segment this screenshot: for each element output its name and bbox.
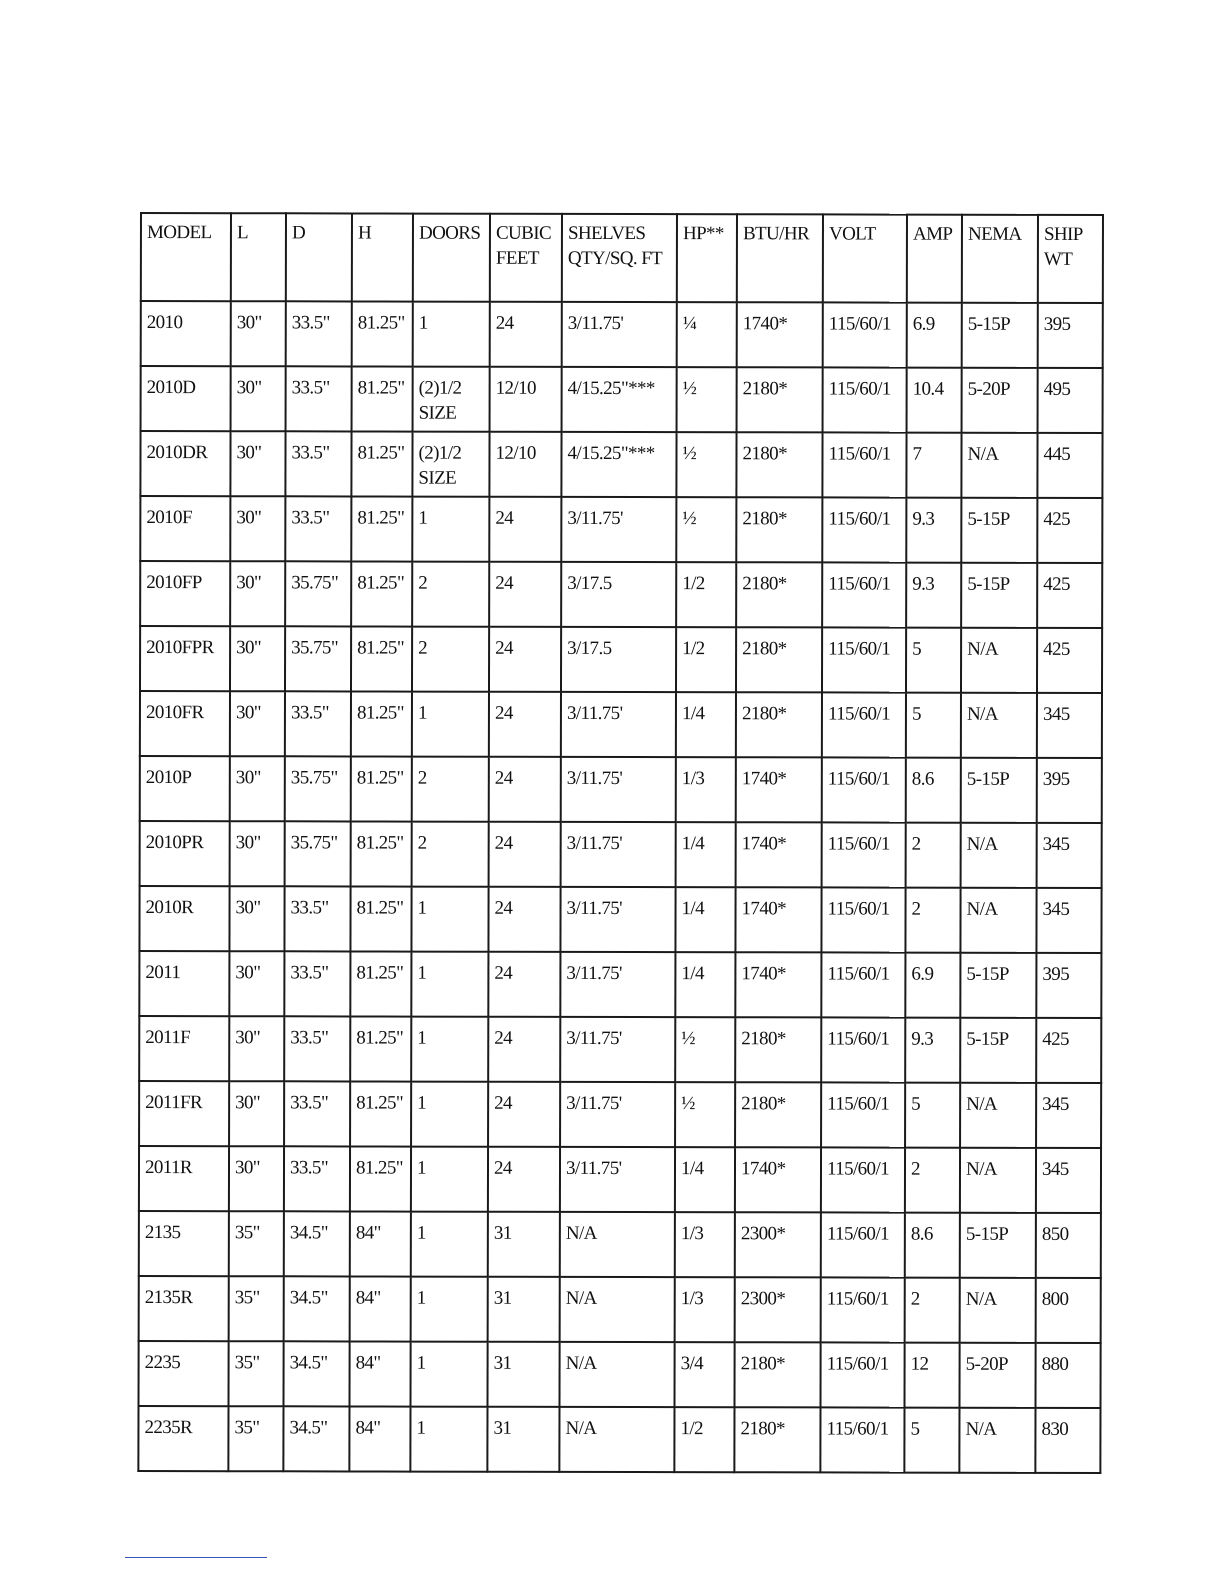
table-cell: 35.75" bbox=[285, 821, 351, 886]
column-header: AMP bbox=[907, 215, 962, 303]
table-cell: 1 bbox=[411, 1082, 488, 1147]
table-cell: 81.25" bbox=[350, 951, 411, 1016]
table-cell: 9.3 bbox=[906, 498, 961, 563]
table-cell: 2180* bbox=[735, 1082, 821, 1147]
table-cell: 2 bbox=[412, 822, 489, 887]
table-cell: N/A bbox=[960, 1148, 1036, 1213]
table-cell: 30" bbox=[230, 756, 285, 821]
table-cell: 2300* bbox=[735, 1277, 821, 1342]
table-cell: 2010 bbox=[141, 301, 231, 366]
table-cell: 34.5" bbox=[284, 1211, 350, 1276]
table-cell: 2180* bbox=[736, 562, 822, 627]
table-cell: 425 bbox=[1036, 1018, 1101, 1083]
table-cell: 445 bbox=[1037, 433, 1102, 498]
table-cell: 81.25" bbox=[350, 886, 411, 951]
table-row bbox=[141, 301, 1103, 368]
table-cell: 30" bbox=[229, 1146, 284, 1211]
table-cell: 2011 bbox=[139, 951, 229, 1016]
table-cell: 24 bbox=[489, 822, 561, 887]
table-cell: 2 bbox=[905, 888, 960, 953]
table-cell: 81.25" bbox=[351, 821, 412, 886]
table-cell: 1740* bbox=[736, 757, 822, 822]
table-cell: 425 bbox=[1037, 628, 1102, 693]
table-cell: 2180* bbox=[736, 497, 822, 562]
table-cell: 2011F bbox=[139, 1016, 229, 1081]
table-cell: 8.6 bbox=[906, 758, 961, 823]
table-cell: 2 bbox=[905, 1148, 960, 1213]
table-cell: 2010PR bbox=[140, 821, 230, 886]
column-header: CUBIC FEET bbox=[490, 214, 562, 302]
table-cell: 345 bbox=[1036, 888, 1101, 953]
table-cell: ½ bbox=[675, 1082, 735, 1147]
table-cell: 6.9 bbox=[907, 303, 962, 368]
table-cell: 31 bbox=[488, 1277, 560, 1342]
table-cell: 115/60/1 bbox=[821, 1017, 905, 1082]
table-cell: 5-15P bbox=[960, 1213, 1036, 1278]
table-cell: 30" bbox=[230, 626, 285, 691]
table-cell: 5-15P bbox=[961, 758, 1037, 823]
table-cell: 2180* bbox=[737, 367, 823, 432]
table-cell: 2180* bbox=[734, 1407, 820, 1472]
table-cell: 9.3 bbox=[905, 1018, 960, 1083]
table-cell: 1/4 bbox=[675, 952, 735, 1017]
table-row bbox=[140, 626, 1102, 693]
table-cell: 4/15.25"*** bbox=[561, 432, 676, 497]
table-cell: 5 bbox=[904, 1408, 959, 1473]
table-cell: 1740* bbox=[736, 822, 822, 887]
table-cell: 3/11.75' bbox=[560, 887, 675, 952]
header-row bbox=[141, 213, 1103, 303]
table-cell: 2010DR bbox=[140, 431, 230, 496]
table-cell: 30" bbox=[231, 366, 286, 431]
table-cell: 3/11.75' bbox=[562, 302, 677, 367]
table-cell: 34.5" bbox=[284, 1276, 350, 1341]
table-cell: 115/60/1 bbox=[821, 1212, 905, 1277]
table-cell: 24 bbox=[489, 497, 561, 562]
column-header: BTU/HR bbox=[737, 214, 823, 302]
table-cell: 30" bbox=[230, 691, 285, 756]
table-cell: 33.5" bbox=[284, 951, 350, 1016]
table-cell: N/A bbox=[961, 628, 1037, 693]
table-row bbox=[141, 366, 1103, 433]
table-cell: 2011FR bbox=[139, 1081, 229, 1146]
table-cell: 115/60/1 bbox=[820, 1407, 904, 1472]
column-header: VOLT bbox=[823, 214, 907, 302]
table-cell: 33.5" bbox=[285, 431, 351, 496]
table-cell: 115/60/1 bbox=[823, 302, 907, 367]
table-cell: 1/3 bbox=[675, 1212, 735, 1277]
table-cell: 395 bbox=[1038, 303, 1103, 368]
table-cell: 33.5" bbox=[285, 691, 351, 756]
column-header: DOORS bbox=[413, 214, 490, 302]
table-cell: 115/60/1 bbox=[821, 1147, 905, 1212]
table-cell: 3/11.75' bbox=[560, 1017, 675, 1082]
table-cell: 3/11.75' bbox=[560, 1147, 675, 1212]
table-cell: N/A bbox=[961, 693, 1037, 758]
table-cell: 81.25" bbox=[352, 366, 413, 431]
table-cell: 495 bbox=[1038, 368, 1103, 433]
column-header: H bbox=[352, 213, 413, 301]
table-row bbox=[140, 691, 1102, 758]
table-cell: 24 bbox=[489, 627, 561, 692]
column-header: SHELVES QTY/SQ. FT bbox=[562, 214, 677, 302]
table-cell: 5-15P bbox=[961, 498, 1037, 563]
table-cell: 35" bbox=[229, 1276, 284, 1341]
table-cell: 115/60/1 bbox=[822, 692, 906, 757]
table-row bbox=[140, 821, 1102, 888]
table-cell: N/A bbox=[560, 1277, 675, 1342]
table-cell: N/A bbox=[960, 888, 1036, 953]
table-cell: 115/60/1 bbox=[821, 1277, 905, 1342]
column-header: NEMA bbox=[962, 215, 1038, 303]
table-cell: 425 bbox=[1037, 498, 1102, 563]
table-cell: 31 bbox=[487, 1342, 559, 1407]
table-cell: 2010D bbox=[141, 366, 231, 431]
table-row bbox=[140, 431, 1102, 498]
table-cell: 3/17.5 bbox=[561, 562, 676, 627]
table-cell: N/A bbox=[959, 1408, 1035, 1473]
table-cell: 2 bbox=[412, 757, 489, 822]
table-cell: 115/60/1 bbox=[822, 627, 906, 692]
table-cell: ½ bbox=[676, 497, 736, 562]
table-cell: 81.25" bbox=[350, 1016, 411, 1081]
table-cell: 81.25" bbox=[351, 496, 412, 561]
table-cell: 30" bbox=[229, 886, 284, 951]
table-cell: 2180* bbox=[736, 692, 822, 757]
table-cell: 1/4 bbox=[676, 692, 736, 757]
table-cell: N/A bbox=[960, 1278, 1036, 1343]
table-cell: 115/60/1 bbox=[821, 1082, 905, 1147]
table-cell: 84" bbox=[349, 1341, 410, 1406]
table-cell: 850 bbox=[1036, 1213, 1101, 1278]
table-cell: 3/11.75' bbox=[560, 1082, 675, 1147]
table-cell: 1 bbox=[411, 1212, 488, 1277]
table-cell: 115/60/1 bbox=[822, 432, 906, 497]
table-cell: N/A bbox=[559, 1342, 674, 1407]
spec-table bbox=[137, 212, 1104, 1474]
table-cell: 1/3 bbox=[676, 757, 736, 822]
table-cell: 1 bbox=[411, 1017, 488, 1082]
table-cell: 7 bbox=[906, 433, 961, 498]
table-cell: 1 bbox=[411, 952, 488, 1017]
table-cell: ½ bbox=[675, 1017, 735, 1082]
table-cell: 33.5" bbox=[284, 1146, 350, 1211]
table-cell: 345 bbox=[1036, 1083, 1101, 1148]
table-cell: 34.5" bbox=[283, 1341, 349, 1406]
table-cell: 1 bbox=[410, 1342, 487, 1407]
table-cell: 35.75" bbox=[285, 626, 351, 691]
table-cell: 1740* bbox=[737, 302, 823, 367]
table-cell: 30" bbox=[229, 951, 284, 1016]
table-row bbox=[140, 756, 1102, 823]
table-cell: 880 bbox=[1035, 1343, 1100, 1408]
table-cell: 2 bbox=[412, 627, 489, 692]
table-cell: 81.25" bbox=[351, 626, 412, 691]
table-cell: 3/11.75' bbox=[561, 822, 676, 887]
table-cell: 24 bbox=[489, 692, 561, 757]
table-cell: 1740* bbox=[735, 887, 821, 952]
table-cell: 2300* bbox=[735, 1212, 821, 1277]
table-cell: 2011R bbox=[139, 1146, 229, 1211]
table-row bbox=[139, 1211, 1101, 1278]
table-cell: 10.4 bbox=[907, 368, 962, 433]
table-row bbox=[138, 1406, 1100, 1473]
table-cell: (2)1/2 SIZE bbox=[412, 432, 489, 497]
table-row bbox=[139, 1081, 1101, 1148]
column-header: L bbox=[231, 213, 286, 301]
table-cell: 1 bbox=[412, 692, 489, 757]
table-cell: 81.25" bbox=[350, 1146, 411, 1211]
table-body bbox=[138, 301, 1102, 1473]
table-cell: 5-15P bbox=[962, 303, 1038, 368]
table-cell: 33.5" bbox=[284, 1081, 350, 1146]
table-cell: 30" bbox=[230, 431, 285, 496]
table-cell: 35" bbox=[228, 1406, 283, 1471]
table-cell: 2235 bbox=[138, 1341, 228, 1406]
column-header: HP** bbox=[677, 214, 737, 302]
table-cell: 2135R bbox=[139, 1276, 229, 1341]
table-cell: 3/11.75' bbox=[561, 692, 676, 757]
table-cell: 24 bbox=[488, 887, 560, 952]
table-cell: 8.6 bbox=[905, 1213, 960, 1278]
table-cell: 24 bbox=[488, 1147, 560, 1212]
table-cell: 425 bbox=[1037, 563, 1102, 628]
table-cell: 24 bbox=[488, 952, 560, 1017]
table-cell: 2180* bbox=[735, 1017, 821, 1082]
table-cell: 345 bbox=[1037, 693, 1102, 758]
table-cell: 33.5" bbox=[284, 1016, 350, 1081]
table-cell: N/A bbox=[560, 1212, 675, 1277]
table-cell: 3/11.75' bbox=[561, 497, 676, 562]
table-cell: 2010FR bbox=[140, 691, 230, 756]
table-cell: ¼ bbox=[677, 302, 737, 367]
table-cell: 2010P bbox=[140, 756, 230, 821]
table-cell: 115/60/1 bbox=[822, 497, 906, 562]
table-cell: 5-15P bbox=[960, 1018, 1036, 1083]
table-cell: 81.25" bbox=[351, 691, 412, 756]
table-cell: 5 bbox=[906, 693, 961, 758]
table-cell: 84" bbox=[350, 1211, 411, 1276]
table-cell: 1 bbox=[411, 1147, 488, 1212]
footer-rule bbox=[125, 1557, 267, 1558]
table-cell: 3/11.75' bbox=[561, 757, 676, 822]
table-cell: ½ bbox=[676, 432, 736, 497]
table-cell: 24 bbox=[490, 302, 562, 367]
table-cell: 24 bbox=[488, 1082, 560, 1147]
table-cell: 5-15P bbox=[961, 563, 1037, 628]
table-cell: 1 bbox=[411, 1277, 488, 1342]
table-row bbox=[139, 1276, 1101, 1343]
table-cell: 1/4 bbox=[675, 1147, 735, 1212]
table-cell: 30" bbox=[230, 821, 285, 886]
table-cell: 345 bbox=[1037, 823, 1102, 888]
table-cell: 115/60/1 bbox=[822, 757, 906, 822]
table-cell: 9.3 bbox=[906, 563, 961, 628]
table-cell: 24 bbox=[489, 562, 561, 627]
table-cell: 81.25" bbox=[351, 431, 412, 496]
table-cell: 1 bbox=[412, 497, 489, 562]
table-cell: 12/10 bbox=[489, 432, 561, 497]
table-cell: 2180* bbox=[734, 1342, 820, 1407]
table-cell: 12/10 bbox=[490, 367, 562, 432]
table-cell: 1 bbox=[413, 302, 490, 367]
table-cell: 1/3 bbox=[675, 1277, 735, 1342]
table-cell: 33.5" bbox=[285, 496, 351, 561]
table-cell: 5 bbox=[906, 628, 961, 693]
table-row bbox=[139, 1146, 1101, 1213]
table-cell: 1740* bbox=[735, 1147, 821, 1212]
table-cell: (2)1/2 SIZE bbox=[413, 367, 490, 432]
table-cell: 2235R bbox=[138, 1406, 228, 1471]
table-cell: 1/2 bbox=[676, 627, 736, 692]
table-cell: 1/4 bbox=[676, 822, 736, 887]
table-row bbox=[139, 1016, 1101, 1083]
column-header: SHIP WT bbox=[1038, 215, 1103, 303]
table-cell: 2135 bbox=[139, 1211, 229, 1276]
table-row bbox=[140, 561, 1102, 628]
table-cell: 2 bbox=[905, 1278, 960, 1343]
table-cell: 81.25" bbox=[350, 1081, 411, 1146]
table-cell: 2010R bbox=[139, 886, 229, 951]
table-cell: 2010F bbox=[140, 496, 230, 561]
table-cell: 2010FPR bbox=[140, 626, 230, 691]
table-cell: N/A bbox=[960, 1083, 1036, 1148]
table-cell: 1 bbox=[411, 887, 488, 952]
table-cell: 3/11.75' bbox=[560, 952, 675, 1017]
table-cell: 2180* bbox=[736, 627, 822, 692]
table-cell: 2180* bbox=[736, 432, 822, 497]
table-cell: 30" bbox=[231, 301, 286, 366]
table-cell: 33.5" bbox=[286, 301, 352, 366]
table-cell: 2 bbox=[412, 562, 489, 627]
table-cell: 3/17.5 bbox=[561, 627, 676, 692]
table-cell: 395 bbox=[1037, 758, 1102, 823]
table-cell: 24 bbox=[489, 757, 561, 822]
table-cell: 2010FP bbox=[140, 561, 230, 626]
table-cell: N/A bbox=[961, 433, 1037, 498]
table-cell: 33.5" bbox=[286, 366, 352, 431]
table-cell: 30" bbox=[230, 496, 285, 561]
table-cell: 3/4 bbox=[674, 1342, 734, 1407]
column-header: MODEL bbox=[141, 213, 231, 301]
table-cell: 5 bbox=[905, 1083, 960, 1148]
table-row bbox=[138, 1341, 1100, 1408]
table-cell: 4/15.25"*** bbox=[562, 367, 677, 432]
table-cell: N/A bbox=[961, 823, 1037, 888]
table-cell: 800 bbox=[1036, 1278, 1101, 1343]
table-cell: 1740* bbox=[735, 952, 821, 1017]
table-cell: 5-20P bbox=[959, 1343, 1035, 1408]
table-cell: 345 bbox=[1036, 1148, 1101, 1213]
table-cell: 5-15P bbox=[960, 953, 1036, 1018]
table-cell: 31 bbox=[487, 1407, 559, 1472]
table-cell: ½ bbox=[677, 367, 737, 432]
table-cell: 5-20P bbox=[962, 368, 1038, 433]
table-cell: 24 bbox=[488, 1017, 560, 1082]
table-cell: 1 bbox=[410, 1407, 487, 1472]
table-cell: 81.25" bbox=[351, 561, 412, 626]
column-header: D bbox=[286, 213, 352, 301]
table-cell: N/A bbox=[559, 1407, 674, 1472]
table-cell: 1/2 bbox=[676, 562, 736, 627]
table-cell: 35.75" bbox=[285, 756, 351, 821]
table-cell: 81.25" bbox=[351, 756, 412, 821]
table-cell: 12 bbox=[904, 1343, 959, 1408]
table-row bbox=[140, 496, 1102, 563]
table-cell: 30" bbox=[229, 1016, 284, 1081]
table-cell: 6.9 bbox=[905, 953, 960, 1018]
table-cell: 830 bbox=[1035, 1408, 1100, 1473]
table-row bbox=[139, 886, 1101, 953]
table-cell: 84" bbox=[350, 1276, 411, 1341]
table-cell: 30" bbox=[229, 1081, 284, 1146]
table-cell: 35" bbox=[229, 1211, 284, 1276]
table-cell: 35.75" bbox=[285, 561, 351, 626]
table-cell: 34.5" bbox=[283, 1406, 349, 1471]
table-cell: 395 bbox=[1036, 953, 1101, 1018]
table-cell: 84" bbox=[349, 1406, 410, 1471]
table-cell: 33.5" bbox=[284, 886, 350, 951]
table-row bbox=[139, 951, 1101, 1018]
table-cell: 115/60/1 bbox=[822, 822, 906, 887]
table-cell: 115/60/1 bbox=[821, 952, 905, 1017]
table-cell: 30" bbox=[230, 561, 285, 626]
table-cell: 115/60/1 bbox=[822, 562, 906, 627]
table-cell: 1/4 bbox=[675, 887, 735, 952]
table-cell: 115/60/1 bbox=[821, 887, 905, 952]
table-cell: 81.25" bbox=[352, 301, 413, 366]
table-cell: 2 bbox=[906, 823, 961, 888]
table-cell: 35" bbox=[228, 1341, 283, 1406]
table-cell: 31 bbox=[488, 1212, 560, 1277]
table-cell: 115/60/1 bbox=[820, 1342, 904, 1407]
table-cell: 115/60/1 bbox=[823, 367, 907, 432]
table-cell: 1/2 bbox=[674, 1407, 734, 1472]
